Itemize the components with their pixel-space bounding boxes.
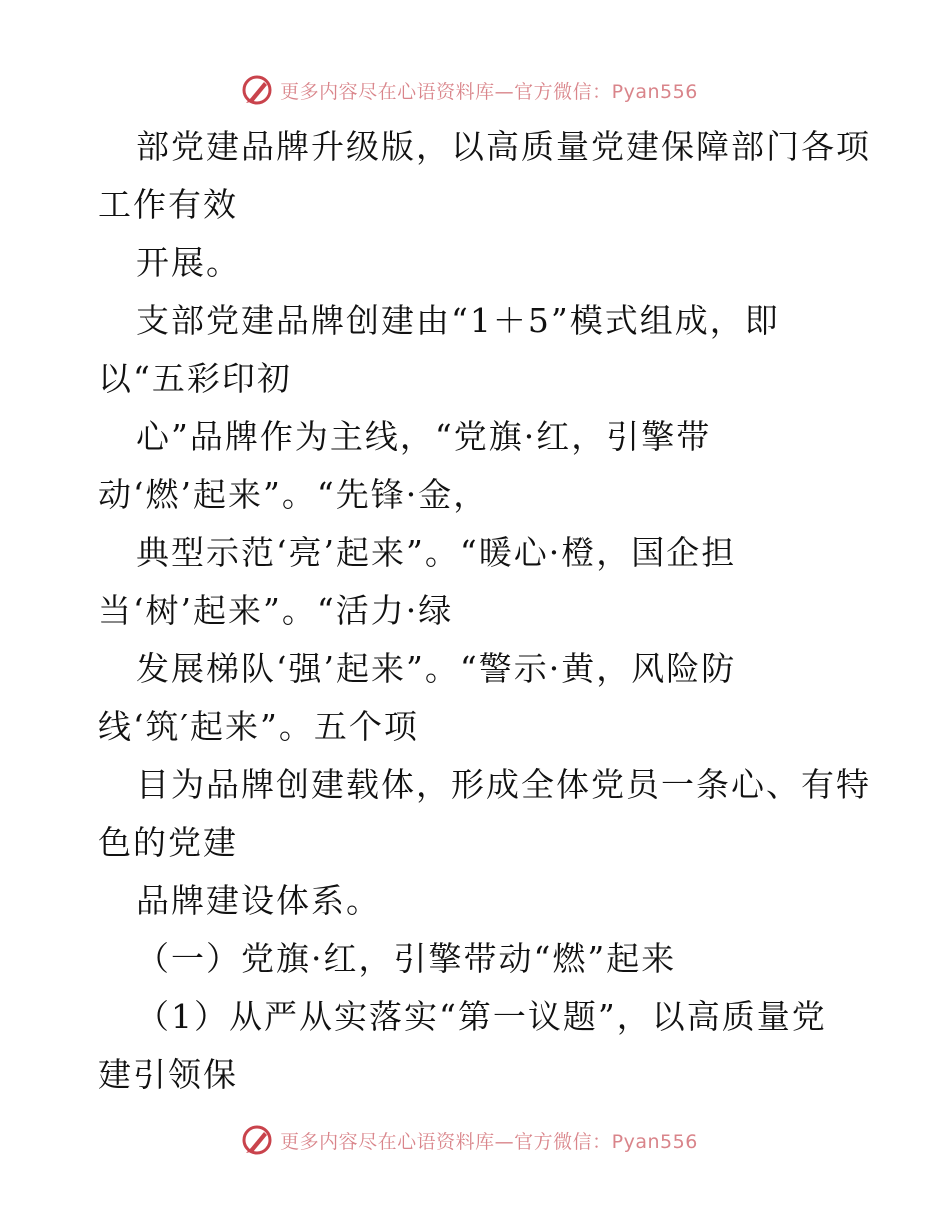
pen-nib-logo-icon	[240, 73, 274, 107]
paragraph-line: 支部党建品牌创建由“1＋5”模式组成，即	[136, 301, 780, 340]
footer-banner-text: 更多内容尽在心语资料库—官方微信：Pyan556	[280, 1130, 698, 1153]
paragraph-line: 品牌建设体系。	[136, 881, 381, 920]
paragraph-line: 典型示范‘亮’起来”。“暖心·橙，国企担	[136, 533, 737, 572]
paragraph-line: 心”品牌作为主线，“党旗·红，引擎带	[136, 417, 712, 456]
paragraph-line: 当‘树’起来”。“活力·绿	[98, 591, 454, 630]
paragraph-line: 部党建品牌升级版，以高质量党建保障部门各项	[136, 127, 871, 166]
paragraph-line: （1）从严从实落实“第一议题”，以高质量党	[136, 997, 827, 1036]
paragraph-line: 目为品牌创建载体，形成全体党员一条心、有特	[136, 765, 871, 804]
paragraph-line: 建引领保	[98, 1055, 238, 1094]
paragraph-line: 以“五彩印初	[98, 359, 292, 398]
footer-banner	[0, 1120, 950, 1160]
header-banner	[0, 70, 950, 110]
section-heading: （一）党旗·红，引擎带动“燃”起来	[136, 939, 677, 978]
header-banner-text: 更多内容尽在心语资料库—官方微信：Pyan556	[280, 80, 698, 103]
footer-banner-content	[240, 1123, 698, 1157]
paragraph-line: 开展。	[136, 243, 241, 282]
paragraph-line: 色的党建	[98, 823, 238, 862]
header-banner-content	[240, 73, 698, 107]
paragraph-line: 线‘筑′起来”。五个项	[98, 707, 419, 746]
paragraph-line: 工作有效	[98, 185, 238, 224]
paragraph-line: 发展梯队‘强’起来”。“警示·黄，风险防	[136, 649, 737, 688]
paragraph-line: 动‘燃’起来”。“先锋·金，	[98, 475, 489, 514]
document-body	[98, 118, 871, 1104]
pen-nib-logo-icon	[240, 1123, 274, 1157]
